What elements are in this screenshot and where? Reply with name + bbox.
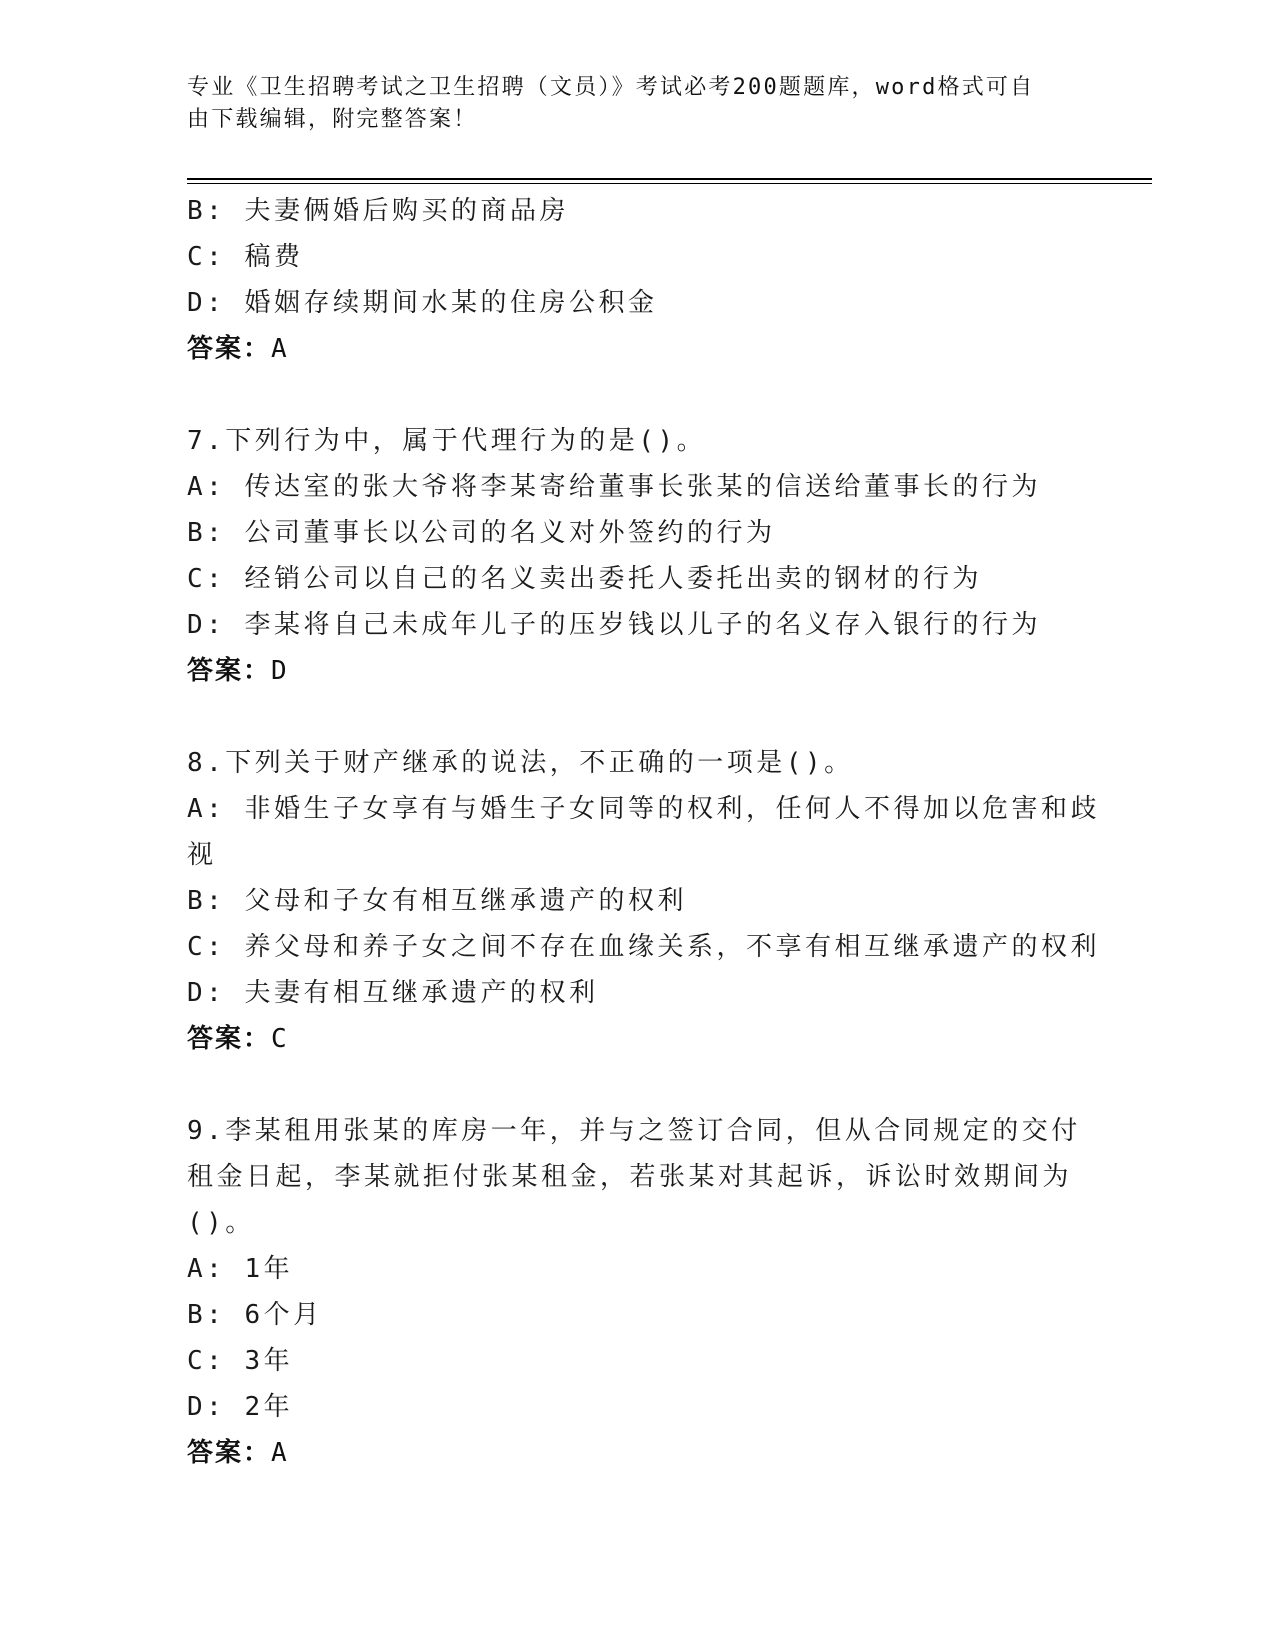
answer-value: A (271, 334, 289, 364)
option-text: 父母和子女有相互继承遗产的权利 (244, 886, 687, 916)
option-text: 稿费 (244, 242, 304, 272)
option-label: D: (187, 288, 226, 318)
answer-line (187, 1430, 1087, 1476)
question-8 (187, 740, 1100, 1062)
option-text: 公司董事长以公司的名义对外签约的行为 (244, 518, 776, 548)
option-text: 3年 (244, 1346, 294, 1376)
option-label: B: (187, 196, 226, 226)
option-text: 非婚生子女享有与婚生子女同等的权利，任何人不得加以危害和歧 (244, 794, 1100, 824)
question-stem: 9.李某租用张某的库房一年，并与之签订合同，但从合同规定的交付 (187, 1116, 1081, 1146)
option-line (187, 510, 1087, 556)
option-label: B: (187, 886, 226, 916)
option-label: D: (187, 610, 226, 640)
question-continuation (187, 188, 1087, 372)
option-line (187, 1292, 1087, 1338)
option-text: 李某将自己未成年儿子的压岁钱以儿子的名义存入银行的行为 (244, 610, 1041, 640)
option-label: C: (187, 1346, 226, 1376)
spacer (187, 1062, 1087, 1108)
option-text: 夫妻俩婚后购买的商品房 (244, 196, 569, 226)
option-text: 夫妻有相互继承遗产的权利 (244, 978, 599, 1008)
option-line (187, 1338, 1087, 1384)
option-text: 婚姻存续期间水某的住房公积金 (244, 288, 658, 318)
answer-label: 答案： (187, 334, 272, 364)
question-9 (187, 1108, 1087, 1476)
option-text: 1年 (244, 1254, 294, 1284)
option-line (187, 878, 1087, 924)
question-stem-continued: 租金日起，李某就拒付张某租金，若张某对其起诉，诉讼时效期间为 (187, 1162, 1073, 1192)
question-stem: 7.下列行为中，属于代理行为的是()。 (187, 426, 707, 456)
option-label: D: (187, 978, 226, 1008)
answer-value: A (271, 1438, 289, 1468)
header-note-line: 由下载编辑，附完整答案！ (187, 107, 478, 132)
option-label: C: (187, 242, 226, 272)
option-text: 养父母和养子女之间不存在血缘关系，不享有相互继承遗产的权利 (244, 932, 1100, 962)
option-text: 传达室的张大爷将李某寄给董事长张某的信送给董事长的行为 (244, 472, 1041, 502)
option-line (187, 188, 1087, 234)
option-label: A: (187, 472, 226, 502)
spacer (187, 694, 1087, 740)
spacer (187, 372, 1087, 418)
question-7 (187, 418, 1087, 694)
option-label: A: (187, 794, 226, 824)
option-label: C: (187, 932, 226, 962)
header-note (187, 72, 1067, 136)
answer-label: 答案： (187, 656, 272, 686)
option-line (187, 280, 1087, 326)
option-label: A: (187, 1254, 226, 1284)
option-line (187, 602, 1087, 648)
question-stem: 8.下列关于财产继承的说法，不正确的一项是()。 (187, 748, 854, 778)
answer-line (187, 326, 1087, 372)
option-label: B: (187, 1300, 226, 1330)
question-list (187, 188, 1100, 1476)
header-rule (187, 178, 1152, 180)
option-label: D: (187, 1392, 226, 1422)
option-line (187, 970, 1087, 1016)
option-text: 经销公司以自己的名义卖出委托人委托出卖的钢材的行为 (244, 564, 982, 594)
option-text: 2年 (244, 1392, 294, 1422)
header-note-line: 专业《卫生招聘考试之卫生招聘（文员）》考试必考200题题库，word格式可自 (187, 75, 1035, 100)
question-stem-continued: ()。 (187, 1208, 255, 1238)
answer-label: 答案： (187, 1024, 272, 1054)
answer-value: D (271, 656, 289, 686)
answer-line (187, 648, 1087, 694)
answer-line (187, 1016, 1087, 1062)
header-rule-thin (187, 183, 1152, 184)
option-label: C: (187, 564, 226, 594)
option-label: B: (187, 518, 226, 548)
option-line (187, 1246, 1087, 1292)
option-line-continued: 视 (187, 840, 217, 870)
answer-label: 答案： (187, 1438, 272, 1468)
option-line (187, 1384, 1087, 1430)
option-line (187, 786, 1100, 832)
option-text: 6个月 (244, 1300, 323, 1330)
answer-value: C (271, 1024, 289, 1054)
option-line (187, 556, 1087, 602)
option-line (187, 464, 1087, 510)
option-line (187, 234, 1087, 280)
option-line (187, 924, 1100, 970)
